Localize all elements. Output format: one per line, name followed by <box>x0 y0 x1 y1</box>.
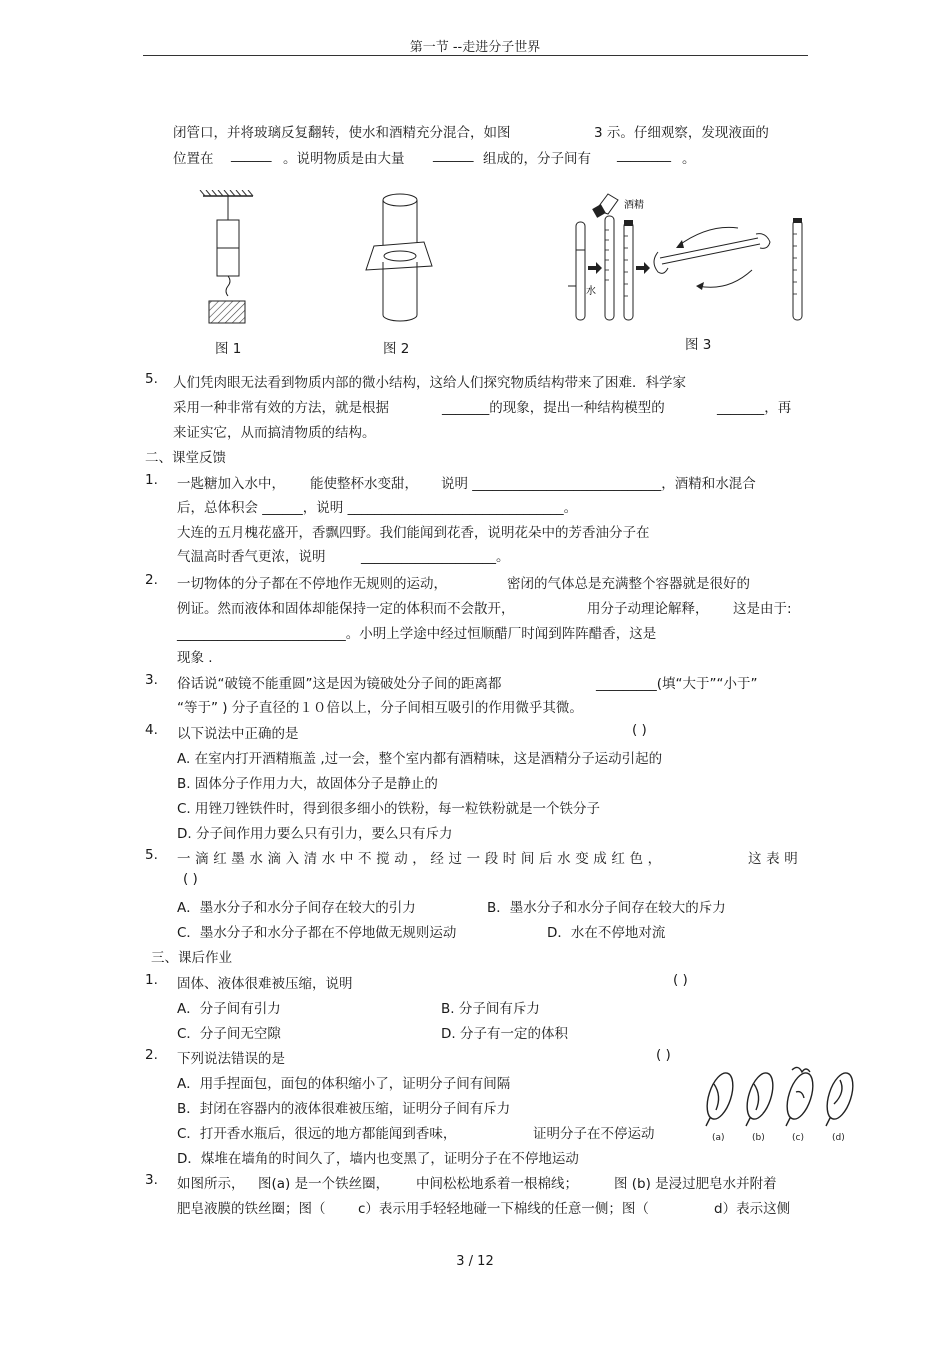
s2-q1-number: 1. <box>145 472 158 488</box>
s2-q5-option-b: B．墨水分子和水分子间存在较大的斥力 <box>487 900 726 916</box>
s3-q2-option-a: A．用手捏面包，面包的体积缩小了，证明分子间有间隔 <box>177 1076 511 1092</box>
s3-q1-option-a: A．分子间有引力 <box>177 1001 281 1017</box>
q5-intro-number: 5. <box>145 371 158 387</box>
s3-q3-line-2c: d）表示这侧 <box>714 1201 791 1217</box>
figure-3-caption: 图 3 <box>685 337 712 353</box>
s2-q2-line-2b: 用分子动理论解释， <box>587 601 709 617</box>
q5-intro-line-3: 来证实它，从而搞清物质的结构。 <box>173 425 376 441</box>
intro-line-2c: 组成的，分子间有 <box>483 151 591 167</box>
figure-3-water-label: 水 <box>586 286 596 297</box>
figure-label-c: (c) <box>792 1133 804 1143</box>
s2-q3-number: 3. <box>145 672 158 688</box>
s2-q4-option-b: B. 固体分子作用力大，故固体分子是静止的 <box>177 776 438 792</box>
s2-q3-line-1a: 俗话说“破镜不能重圆”这是因为镜破处分子间的距离都 <box>177 676 502 692</box>
s3-q3-line-1b: 图(a) 是一个铁丝圈， <box>258 1176 390 1192</box>
s2-q4-stem: 以下说法中正确的是 <box>177 726 299 742</box>
s3-q3-line-1a: 如图所示， <box>177 1176 245 1192</box>
q5-intro-line-2c: _______，再 <box>717 400 792 416</box>
figure-1-caption: 图 1 <box>215 341 242 357</box>
s3-q3-number: 3. <box>145 1172 158 1188</box>
figure-label-b: (b) <box>752 1133 765 1143</box>
s2-q1-line-4a: 气温高时香气更浓，说明 <box>177 549 326 565</box>
s3-q2-option-b: B．封闭在容器内的液体很难被压缩，证明分子间有斥力 <box>177 1101 511 1117</box>
q5-intro-line-2b: _______的现象，提出一种结构模型的 <box>442 400 665 416</box>
s2-q5-stem-end: 这表明 <box>748 851 803 867</box>
s3-q1-stem: 固体、液体很难被压缩，说明 <box>177 976 353 992</box>
s3-q1-number: 1. <box>145 972 158 988</box>
s3-q1-option-b: B. 分子间有斥力 <box>441 1001 540 1017</box>
intro-line-1a: 闭管口，并将玻璃反复翻转，使水和酒精充分混合，如图 <box>173 125 511 141</box>
s2-q4-option-c: C. 用锉刀锉铁件时，得到很多细小的铁粉，每一粒铁粉就是一个铁分子 <box>177 801 601 817</box>
s3-q1-answer-paren: ( ) <box>673 972 688 988</box>
intro-line-2b: 。说明物质是由大量 <box>283 151 405 167</box>
s2-q1-line-1b: 能使整杯水变甜， <box>310 476 418 492</box>
s2-q4-option-d: D. 分子间作用力要么只有引力，要么只有斥力 <box>177 826 453 842</box>
s3-q3-line-2b: c）表示用手轻轻地碰一下棉线的任意一侧；图（ <box>358 1201 649 1217</box>
s2-q5-stem: 一滴红墨水滴入清水中不搅动，经过一段时间后水变成红色， <box>177 851 666 867</box>
s3-q2-number: 2. <box>145 1047 158 1063</box>
s2-q1-line-3: 大连的五月槐花盛开，香飘四野。我们能闻到花香，说明花朵中的芳香油分子在 <box>177 525 650 541</box>
s2-q1-line-1c: 说明 ____________________________，酒精和水混合 <box>441 476 756 492</box>
q5-intro-line-1: 人们凭肉眼无法看到物质内部的微小结构，这给人们探究物质结构带来了困难．科学家 <box>173 375 686 391</box>
s2-q1-line-2: 后，总体积会 ______，说明 ________________________________。 <box>177 500 578 516</box>
figure-2-caption: 图 2 <box>383 341 410 357</box>
figure-label-d: (d) <box>832 1133 845 1143</box>
s2-q2-line-1a: 一切物体的分子都在不停地作无规则的运动， <box>177 576 447 592</box>
s2-q2-line-2a: 例证。然而液体和固体却能保持一定的体积而不会散开， <box>177 601 515 617</box>
intro-line-1b: 3 示。仔细观察，发现液面的 <box>594 125 769 141</box>
figure-3-alcohol-label: 酒精 <box>624 200 644 211</box>
s2-q4-number: 4. <box>145 722 158 738</box>
page-header-title: 第一节 --走进分子世界 <box>409 40 541 55</box>
s2-q4-option-a: A. 在室内打开酒精瓶盖 ,过一会，整个室内都有酒精味，这是酒精分子运动引起的 <box>177 751 663 767</box>
s3-q3-line-2a: 肥皂液膜的铁丝圈；图（ <box>177 1201 326 1217</box>
s3-q2-option-c1: C．打开香水瓶后，很远的地方都能闻到香味， <box>177 1126 457 1142</box>
q5-intro-line-2a: 采用一种非常有效的方法，就是根据 <box>173 400 389 416</box>
s2-q4-answer-paren: ( ) <box>632 722 647 738</box>
s2-q5-option-a: A．墨水分子和水分子间存在较大的引力 <box>177 900 416 916</box>
s2-q2-line-2c: 这是由于: <box>733 601 792 617</box>
s2-q2-line-3: _________________________。小明上学途中经过恒顺醋厂时闻到阵阵醋香，这是 <box>177 626 657 642</box>
s2-q3-line-2: “等于” ) 分子直径的１０倍以上，分子间相互吸引的作用微乎其微。 <box>177 700 583 716</box>
s3-q3-line-1c: 中间松松地系着一根棉线； <box>416 1176 578 1192</box>
s3-q2-option-c2: 证明分子在不停运动 <box>533 1126 655 1142</box>
figure-2-cylinder <box>360 190 440 330</box>
figure-wire-loops <box>700 1062 860 1144</box>
s3-q2-answer-paren: ( ) <box>656 1047 671 1063</box>
s3-q1-option-c: C．分子间无空隙 <box>177 1026 281 1042</box>
section-2-title: 二、课堂反馈 <box>145 450 226 466</box>
intro-line-2a: 位置在 <box>173 151 214 167</box>
s2-q3-line-1b: _________(填“大于”“小于” <box>596 676 758 692</box>
header-rule <box>143 55 808 56</box>
s2-q5-answer-paren: ( ) <box>183 871 198 887</box>
s3-q2-stem: 下列说法错误的是 <box>177 1051 285 1067</box>
s2-q2-line-4: 现象 . <box>177 650 213 666</box>
s2-q2-number: 2. <box>145 572 158 588</box>
intro-blank-c: ________ <box>617 147 671 163</box>
intro-blank-b: ______ <box>433 147 474 163</box>
figure-label-a: (a) <box>712 1133 725 1143</box>
page-number: 3 / 12 <box>456 1254 494 1269</box>
s2-q2-line-1b: 密闭的气体总是充满整个容器就是很好的 <box>507 576 750 592</box>
s3-q3-line-1d: 图 (b) 是浸过肥皂水并附着 <box>614 1176 777 1192</box>
s2-q1-line-1a: 一匙糖加入水中， <box>177 476 285 492</box>
s2-q5-number: 5. <box>145 847 158 863</box>
s3-q2-option-d: D．煤堆在墙角的时间久了，墙内也变黑了，证明分子在不停地运动 <box>177 1151 579 1167</box>
section-3-title: 三、课后作业 <box>151 950 232 966</box>
intro-blank-a: ______ <box>231 147 272 163</box>
figure-3-tubes <box>568 190 813 330</box>
s2-q5-option-c: C．墨水分子和水分子都在不停地做无规则运动 <box>177 925 457 941</box>
s2-q5-option-d: D．水在不停地对流 <box>547 925 666 941</box>
s3-q1-option-d: D. 分子有一定的体积 <box>441 1026 568 1042</box>
s2-q1-line-4b: ____________________。 <box>361 549 510 565</box>
figure-1-hanging-blocks <box>195 190 265 330</box>
intro-line-2d: 。 <box>682 151 696 167</box>
